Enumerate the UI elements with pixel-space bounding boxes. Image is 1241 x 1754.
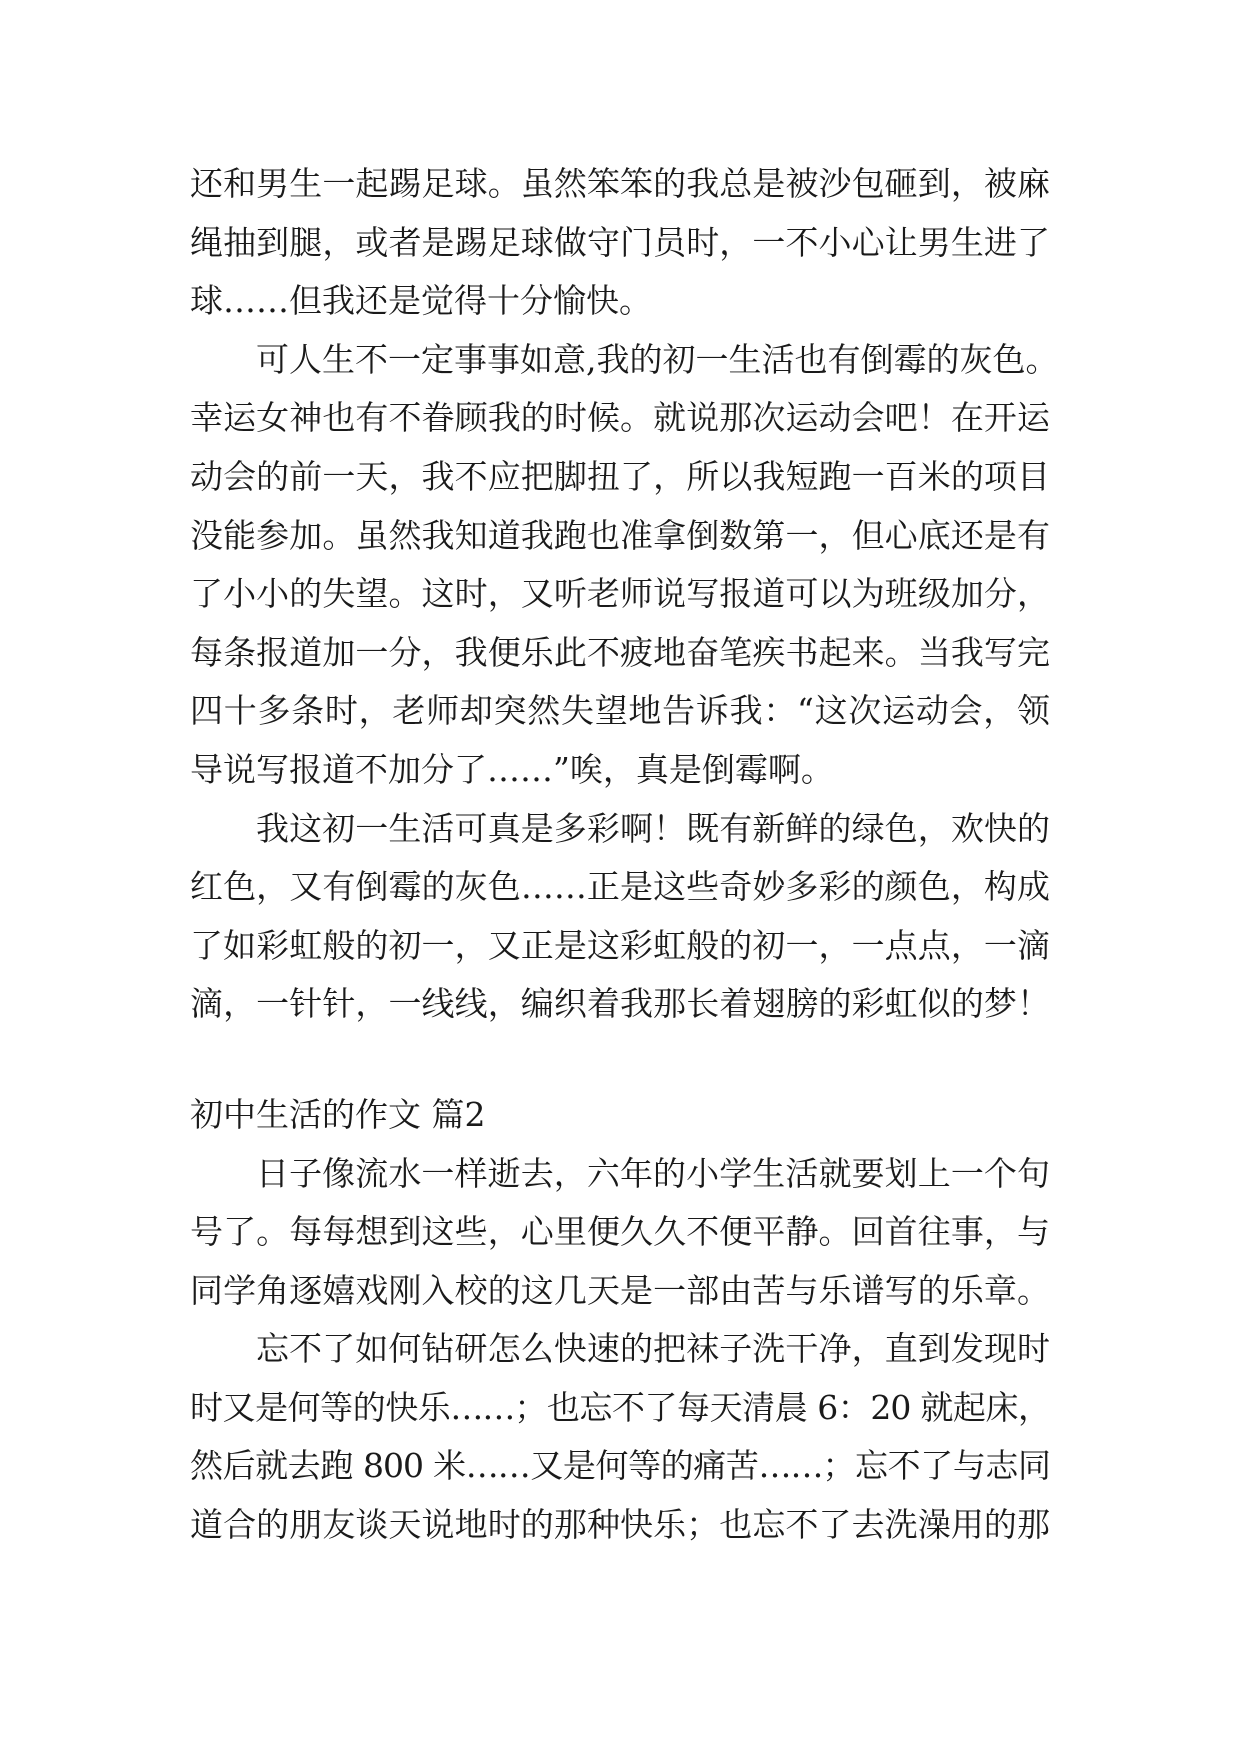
text-line: 滴，一针针，一线线，编织着我那长着翅膀的彩虹似的梦！ <box>190 984 1050 1024</box>
text-line: 同学角逐嬉戏刚入校的这几天是一部由苦与乐谱写的乐章。 <box>190 1270 1050 1310</box>
essay-title: 初中生活的作文 篇2 <box>190 1094 486 1134</box>
paragraph <box>190 1145 1050 1321</box>
text-line: 时又是何等的快乐……；也忘不了每天清晨 6：20 就起床， <box>190 1387 1050 1427</box>
text-line: 日子像流水一样逝去，六年的小学生活就要划上一个句 <box>256 1153 1050 1193</box>
text-line: 绳抽到腿，或者是踢足球做守门员时，一不小心让男生进了 <box>190 222 1050 262</box>
text-line: 可人生不一定事事如意,我的初一生活也有倒霉的灰色。 <box>256 339 1059 379</box>
text-line: 号了。每每想到这些，心里便久久不便平静。回首往事，与 <box>190 1212 1050 1252</box>
text-line: 动会的前一天，我不应把脚扭了，所以我短跑一百米的项目 <box>190 456 1050 496</box>
text-line: 球……但我还是觉得十分愉快。 <box>190 281 652 321</box>
paragraph <box>190 155 1050 331</box>
text-line: 红色，又有倒霉的灰色……正是这些奇妙多彩的颜色，构成 <box>190 867 1050 907</box>
text-line: 忘不了如何钻研怎么快速的把袜子洗干净，直到发现时 <box>256 1329 1050 1369</box>
text-line: 还和男生一起踢足球。虽然笨笨的我总是被沙包砸到，被麻 <box>190 164 1050 203</box>
text-line: 然后就去跑 800 米……又是何等的痛苦……；忘不了与志同 <box>190 1446 1050 1486</box>
text-line: 四十多条时，老师却突然失望地告诉我：“这次运动会，领 <box>190 691 1050 731</box>
text-line: 没能参加。虽然我知道我跑也准拿倒数第一，但心底还是有 <box>190 515 1050 555</box>
paragraph <box>190 1320 1050 1554</box>
paragraph <box>190 331 1059 800</box>
text-line: 道合的朋友谈天说地时的那种快乐；也忘不了去洗澡用的那 <box>190 1505 1050 1545</box>
text-line: 导说写报道不加分了……”唉，真是倒霉啊。 <box>190 749 834 789</box>
text-line: 我这初一生活可真是多彩啊！既有新鲜的绿色，欢快的 <box>256 808 1050 848</box>
document-body <box>190 155 1059 1555</box>
text-line: 幸运女神也有不眷顾我的时候。就说那次运动会吧！在开运 <box>190 398 1050 438</box>
text-line: 了如彩虹般的初一，又正是这彩虹般的初一，一点点，一滴 <box>190 925 1050 965</box>
text-line: 每条报道加一分，我便乐此不疲地奋笔疾书起来。当我写完 <box>190 632 1050 672</box>
paragraph <box>190 800 1050 1034</box>
text-line: 了小小的失望。这时，又听老师说写报道可以为班级加分， <box>190 574 1050 614</box>
